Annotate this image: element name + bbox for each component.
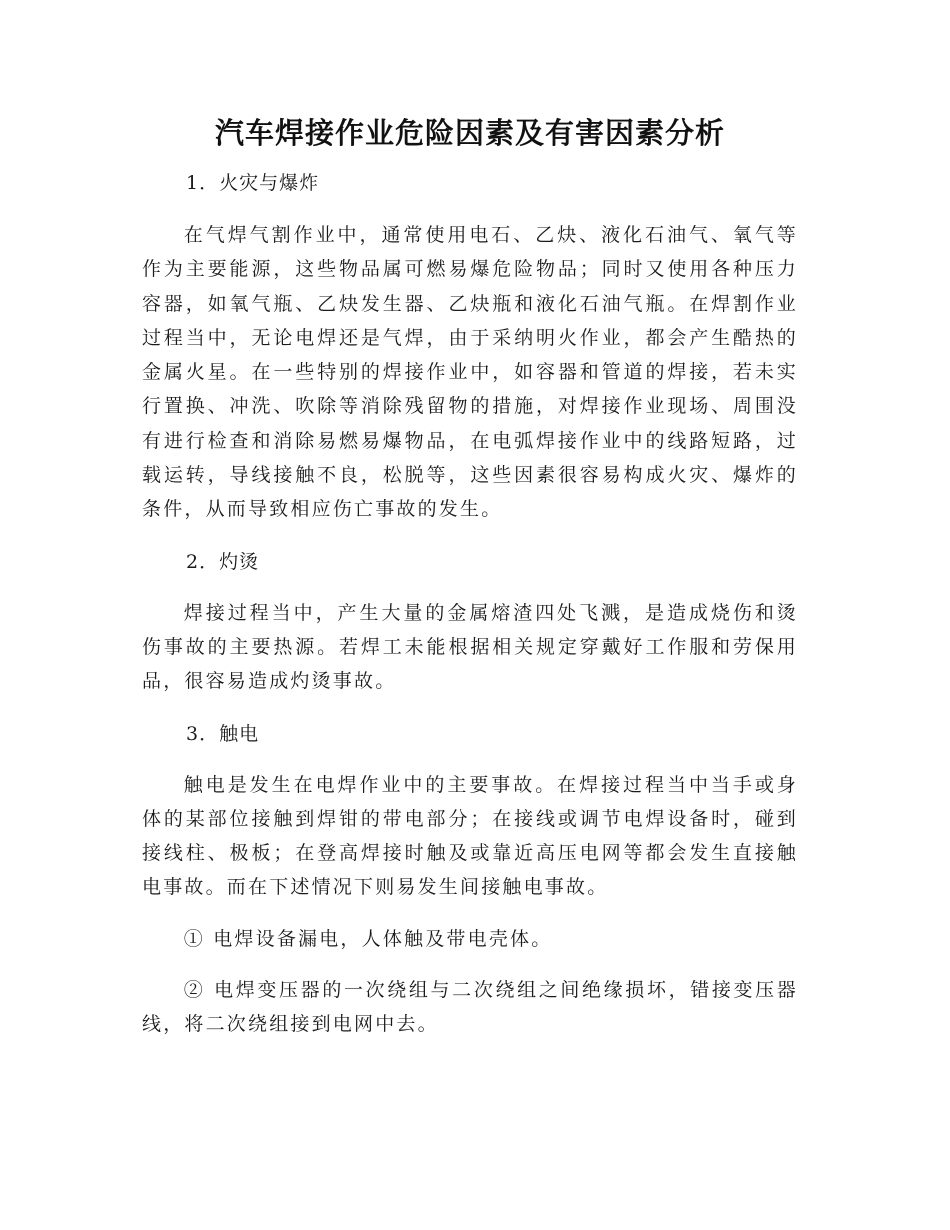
spacer [142,527,798,545]
spacer [142,751,798,768]
list-item-transformer-insulation: ② 电焊变压器的一次绕组与二次绕组之间绝缘损坏，错接变压器线，将二次绕组接到电网中去。 [142,979,798,1036]
spacer [142,699,798,717]
document-title: 汽车焊接作业危险因素及有害因素分析 [214,116,725,150]
spacer [142,905,798,922]
paragraph-fire-explosion: 在气焊气割作业中，通常使用电石、乙炔、液化石油气、氧气等作为主要能源，这些物品属可燃易爆危险物品；同时又使用各种压力容器，如氧气瓶、乙炔发生器、乙炔瓶和液化石油气瓶。在焊割作业过程当中，无论电焊还是气焊，由于采纳明火作业，都会产生酷热的金属火星。在一些特别的焊接作业中，如容器和管道的焊接，若未实行置换、冲洗、吹除等消除残留物的措施，对焊接作业现场、周围没有进行检查和消除易燃易爆物品，在电弧焊接作业中的线路短路，过载运转，导线接触不良，松脱等，这些因素很容易构成火灾、爆炸的条件，从而导致相应伤亡事故的发生。 [142,224,798,521]
paragraph-electric-shock: 触电是发生在电焊作业中的主要事故。在焊接过程当中当手或身体的某部位接触到焊钳的带电部分；在接线或调节电焊设备时，碰到接线柱、极板；在登高焊接时触及或靠近高压电网等都会发生直接触电事故。而在下述情况下则易发生间接触电事故。 [142,773,798,899]
list-item-equipment-leakage: ① 电焊设备漏电，人体触及带电壳体。 [183,927,553,950]
spacer [142,956,798,973]
section-heading-electric-shock: 3．触电 [186,722,260,745]
section-heading-fire-explosion: 1．火灾与爆炸 [186,172,320,194]
paragraph-burns: 焊接过程当中，产生大量的金属熔渣四处飞溅，是造成烧伤和烫伤事故的主要热源。若焊工未能根据相关规定穿戴好工作服和劳保用品，很容易造成灼烫事故。 [142,601,798,693]
section-heading-burns: 2．灼烫 [186,550,260,573]
document-body [142,112,798,1042]
spacer [142,579,798,596]
